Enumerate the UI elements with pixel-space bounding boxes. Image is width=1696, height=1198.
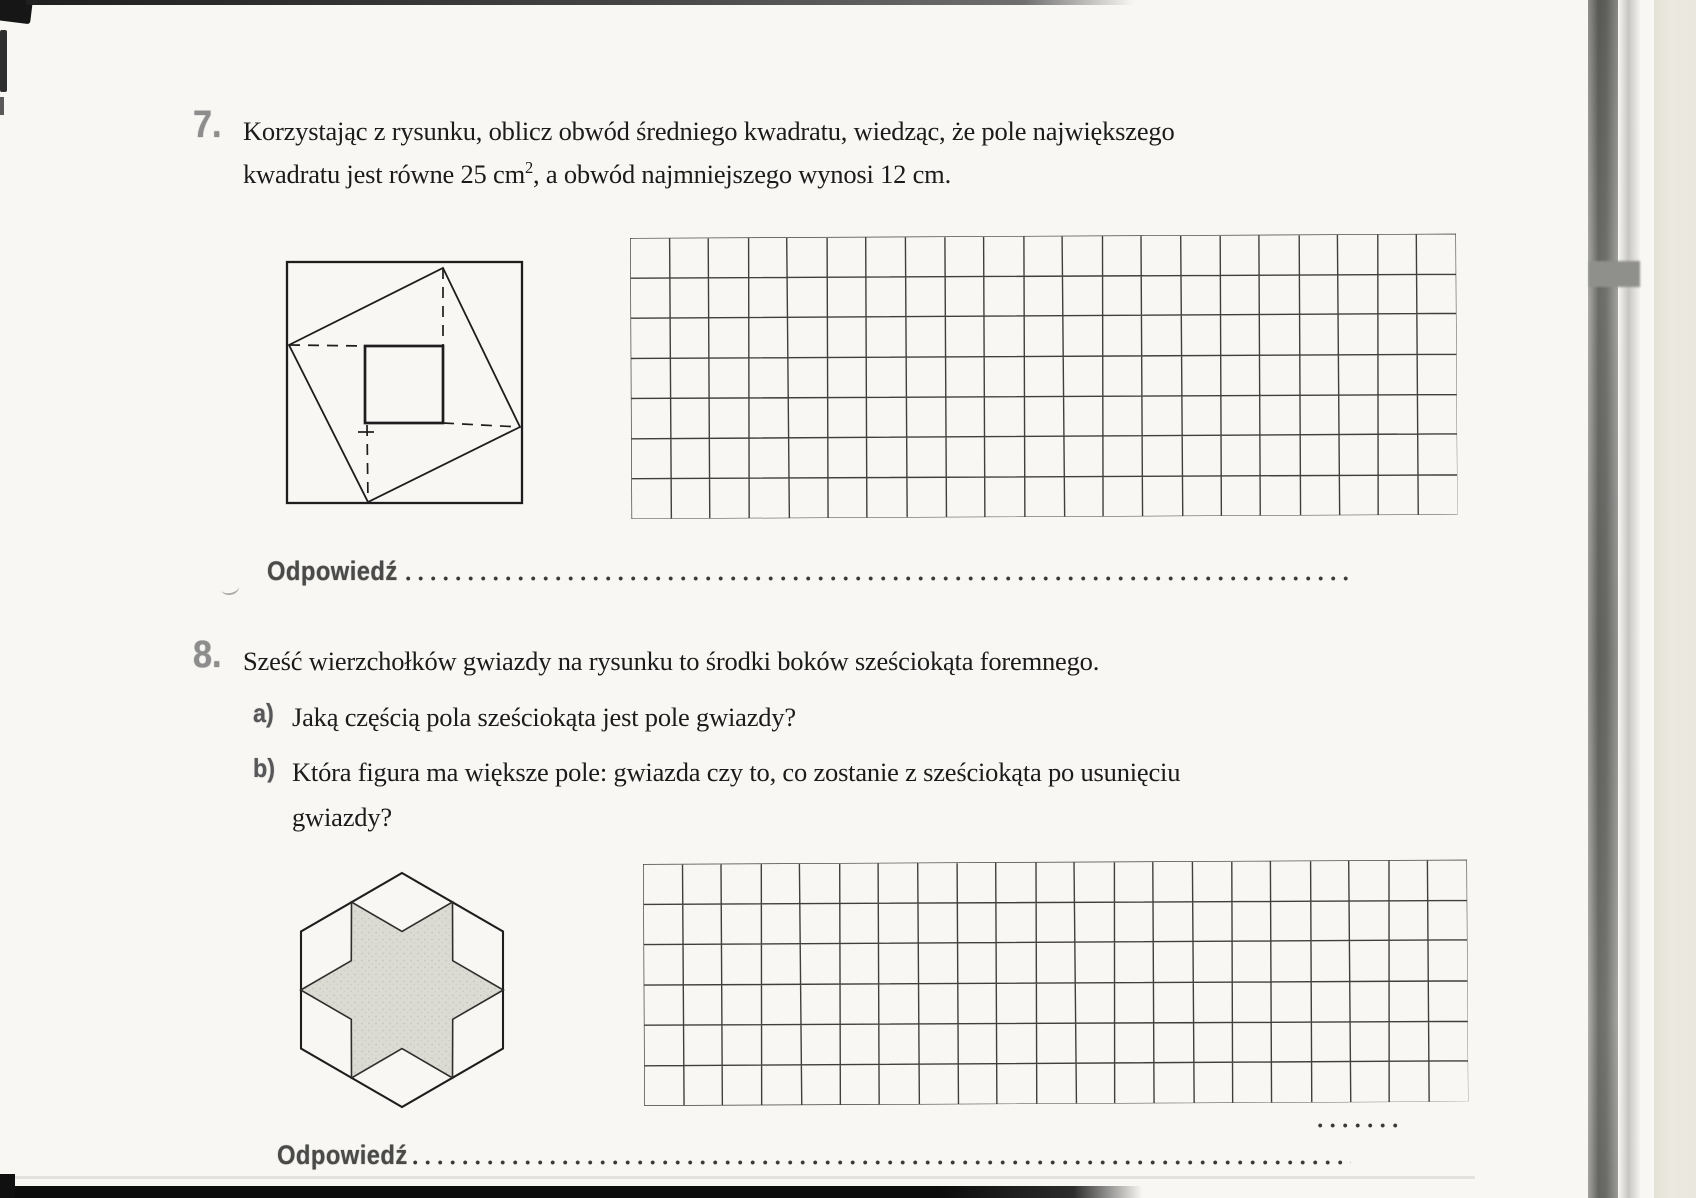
answer-dotted-line-exercise7 <box>406 574 1348 583</box>
exercise7-line1: Korzystając z rysunku, oblicz obwód średniego kwadratu, wiedząc, że pole największego <box>243 116 1175 146</box>
scan-crease-line <box>0 1176 1475 1179</box>
exercise7-line2: kwadratu jest równe 25 $cm^2$, a obwód najmniejszego wynosi 12 cm. <box>243 158 952 189</box>
nested-squares-figure <box>270 245 540 520</box>
exercise8-intro: Sześć wierzchołków gwiazdy na rysunku to środki boków sześciokąta foremnego. <box>243 646 1100 676</box>
short-dotted-fragment <box>1318 1121 1398 1130</box>
exercise8-item-a-label: a) <box>253 698 274 728</box>
exercise8-number: 8. <box>193 634 222 676</box>
scan-edge-mark-left <box>0 30 7 92</box>
scan-page-edge-band <box>1654 0 1696 1198</box>
scan-corner-mark-bottom-left <box>0 1174 15 1198</box>
exercise7-text <box>243 110 1175 196</box>
scan-bottom-edge-band <box>0 1186 1142 1198</box>
exercise8-item-b-label: b) <box>253 753 276 783</box>
exercise8-item-b-line1: Która figura ma większe pole: gwiazda czy to, co zostanie z sześciokąta po usunięciu <box>292 757 1181 787</box>
scan-top-edge-line <box>26 0 1134 5</box>
answer-label-exercise7: Odpowiedź <box>267 556 398 586</box>
scan-edge-mark-left-small <box>0 97 4 115</box>
answer-dotted-line-exercise8 <box>413 1158 1351 1167</box>
shaded-star <box>301 902 504 1078</box>
superscript-2: 2 <box>525 158 534 178</box>
exercise8-item-b-line2: gwiazdy? <box>292 802 392 832</box>
exercise8-item-a-text: Jaką częścią pola sześciokąta jest pole gwiazdy? <box>292 702 796 732</box>
working-grid-exercise8 <box>643 860 1468 1106</box>
answer-label-exercise8: Odpowiedź <box>277 1140 408 1170</box>
dashed-construction-lines <box>289 268 520 502</box>
scan-pen-mark <box>220 579 241 596</box>
scan-dark-patch <box>1589 261 1640 287</box>
exercise7-number: 7. <box>193 104 222 146</box>
scan-binding-streak-light <box>1619 0 1640 1198</box>
working-grid-exercise7 <box>630 234 1457 519</box>
hexagon-star-figure <box>290 860 516 1112</box>
scan-binding-streak-dark <box>1588 0 1618 1198</box>
